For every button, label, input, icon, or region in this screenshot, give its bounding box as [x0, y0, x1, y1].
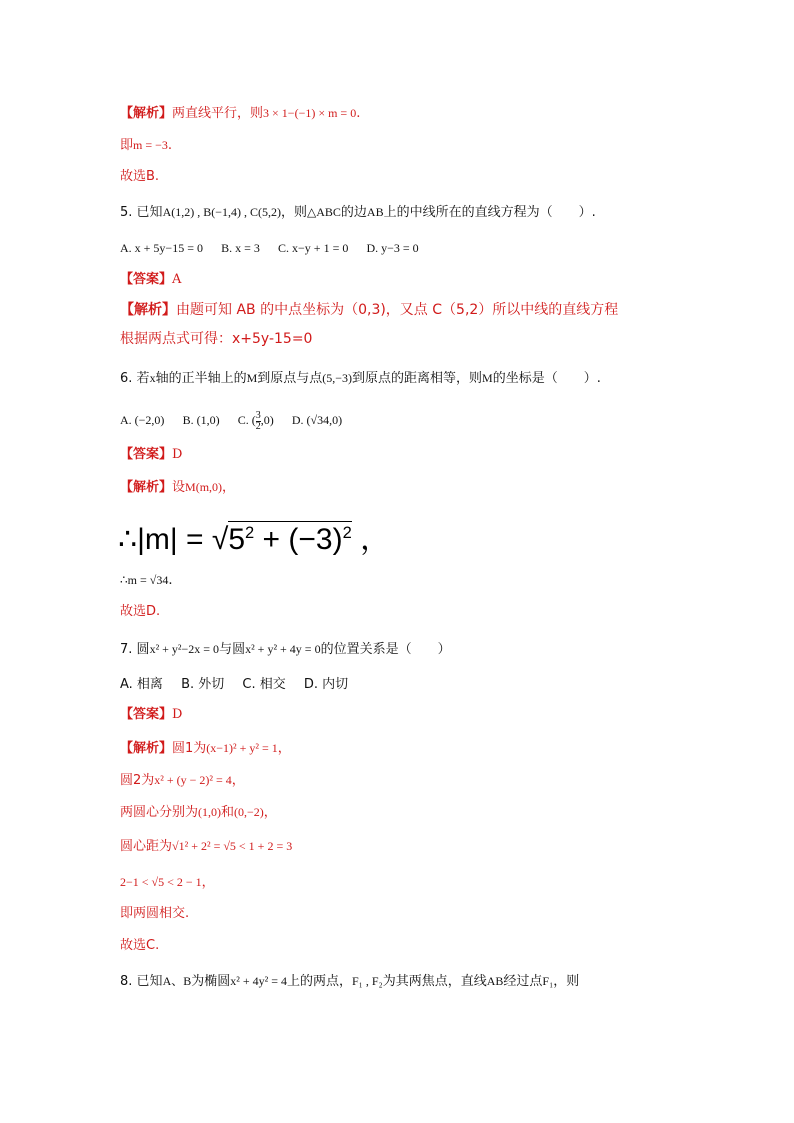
- solution-5-line-1: 【解析】由题可知 AB 的中点坐标为（0,3)，又点 C（5,2）所以中线的直线方程: [120, 302, 619, 318]
- option-b: B. (1,0): [182, 413, 220, 427]
- option-d: D. y−3 = 0: [366, 241, 419, 255]
- solution-6-line-2: ∴m = √34.: [120, 573, 173, 588]
- solution-7-line-5: 2−1 < √5 < 2 − 1，: [120, 875, 215, 890]
- question-7-options: [120, 676, 362, 694]
- option-a: A. (−2,0): [120, 413, 165, 427]
- solution-tag: 【解析】: [120, 106, 173, 121]
- solution-7-line-3: 两圆心分别为(1,0)和(0,−2)，: [120, 805, 277, 820]
- solution-7-line-1: 【解析】圆1为(x−1)² + y² = 1，: [120, 741, 291, 756]
- solution-5-line-2: 根据两点式可得：x+5y-15=0: [120, 331, 313, 347]
- choose-d-line: 故选D.: [120, 604, 161, 619]
- solution-line-m-value: 即m = −3.: [120, 138, 173, 153]
- solution-7-line-4: 圆心距为√1² + 2² = √5 < 1 + 2 = 3: [120, 839, 293, 854]
- solution-6-line-1: 【解析】设M(m,0)，: [120, 480, 236, 495]
- distance-formula: ∴|m| = $√5^2 + (-3)^2$ ，: [118, 523, 391, 556]
- fraction: $\frac{3}{2}$: [255, 409, 261, 432]
- question-6-options: [120, 408, 356, 433]
- option-d: D. 内切: [303, 677, 349, 692]
- answer-5: 【答案】A: [120, 272, 182, 287]
- option-c: C. 相交: [242, 677, 286, 692]
- choose-b-line: 故选B.: [120, 169, 160, 184]
- option-b: B. x = 3: [221, 241, 260, 255]
- sqrt-sign: √: [211, 523, 229, 556]
- solution-7-line-6: 即两圆相交.: [120, 906, 190, 921]
- option-a: A. x + 5y−15 = 0: [120, 241, 203, 255]
- question-8: 8. 已知A、B为椭圆x² + 4y² = 4上的两点，F₁ , F₂为其两焦点，直线AB经过点F₁，则: [120, 974, 580, 989]
- option-b: B. 外切: [181, 677, 225, 692]
- answer-6: 【答案】D: [120, 447, 183, 462]
- radicand: $5^2 + (-3)^2$: [228, 523, 352, 556]
- option-a: A. 相离: [120, 677, 163, 692]
- question-5-options: [120, 239, 433, 258]
- choose-c-line: 故选C.: [120, 938, 160, 953]
- option-c: C. x−y + 1 = 0: [278, 241, 349, 255]
- option-d: D. (√34,0): [291, 413, 343, 427]
- question-7: 7. 圆x² + y²−2x = 0与圆x² + y² + 4y = 0的位置关系是（ ）: [120, 642, 451, 657]
- option-c: C. ( $\frac{3}{2}$ ,0): [237, 409, 274, 432]
- solution-7-line-2: 圆2为x² + (y − 2)² = 4，: [120, 773, 245, 788]
- solution-line-parallel: 【解析】两直线平行，则3 × 1−(−1) × m = 0.: [120, 106, 361, 121]
- answer-7: 【答案】D: [120, 707, 183, 722]
- question-5: 5. 已知A(1,2) , B(−1,4) , C(5,2)，则△ABC的边AB上的中线所在的直线方程为（ ）.: [120, 205, 596, 220]
- question-6: 6. 若x轴的正半轴上的M到原点与点(5,−3)到原点的距离相等，则M的坐标是（ ）.: [120, 371, 601, 386]
